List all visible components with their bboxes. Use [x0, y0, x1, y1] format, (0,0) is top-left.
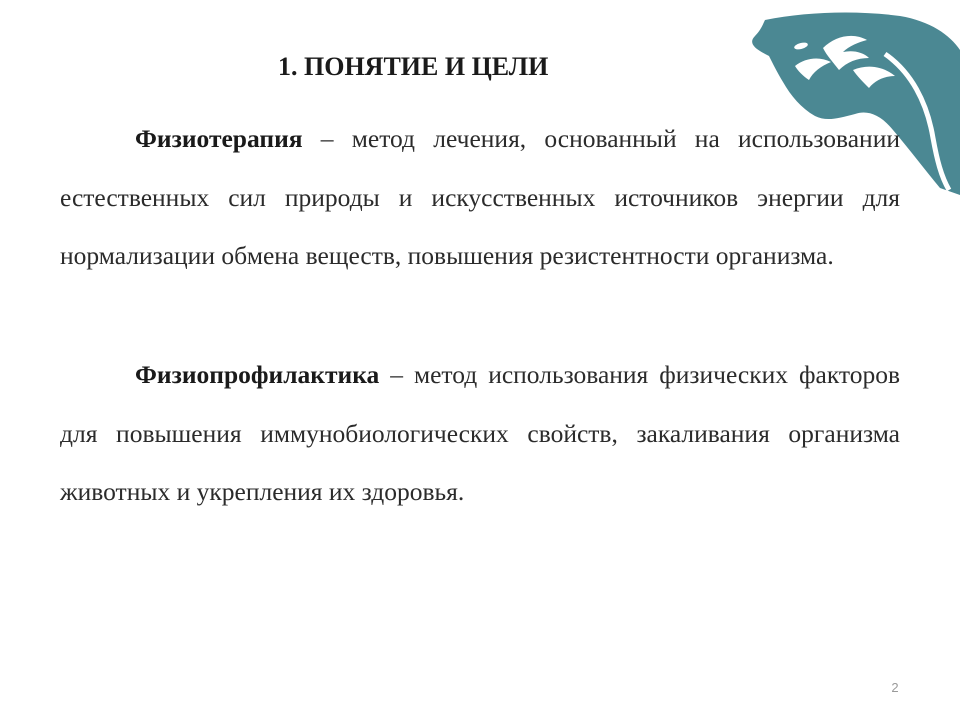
slide-title: 1. ПОНЯТИЕ И ЦЕЛИ	[278, 52, 549, 81]
definition-paragraph-physioprophylaxis	[60, 346, 900, 522]
definition-text-physioprophylaxis: – метод использования физических факторов для повышения иммунобиологических свойств, закаливания организма животных и укрепления их здоровья.	[60, 360, 900, 506]
definition-paragraph-physiotherapy	[60, 110, 900, 286]
definition-text-physiotherapy: – метод лечения, основанный на использовании естественных сил природы и искусственных источников энергии для нормализации обмена веществ, повышения резистентности организма.	[60, 124, 900, 270]
term-physioprophylaxis: Физиопрофилактика	[135, 360, 380, 389]
term-physiotherapy: Физиотерапия	[135, 124, 303, 153]
page-number: 2	[891, 680, 899, 695]
